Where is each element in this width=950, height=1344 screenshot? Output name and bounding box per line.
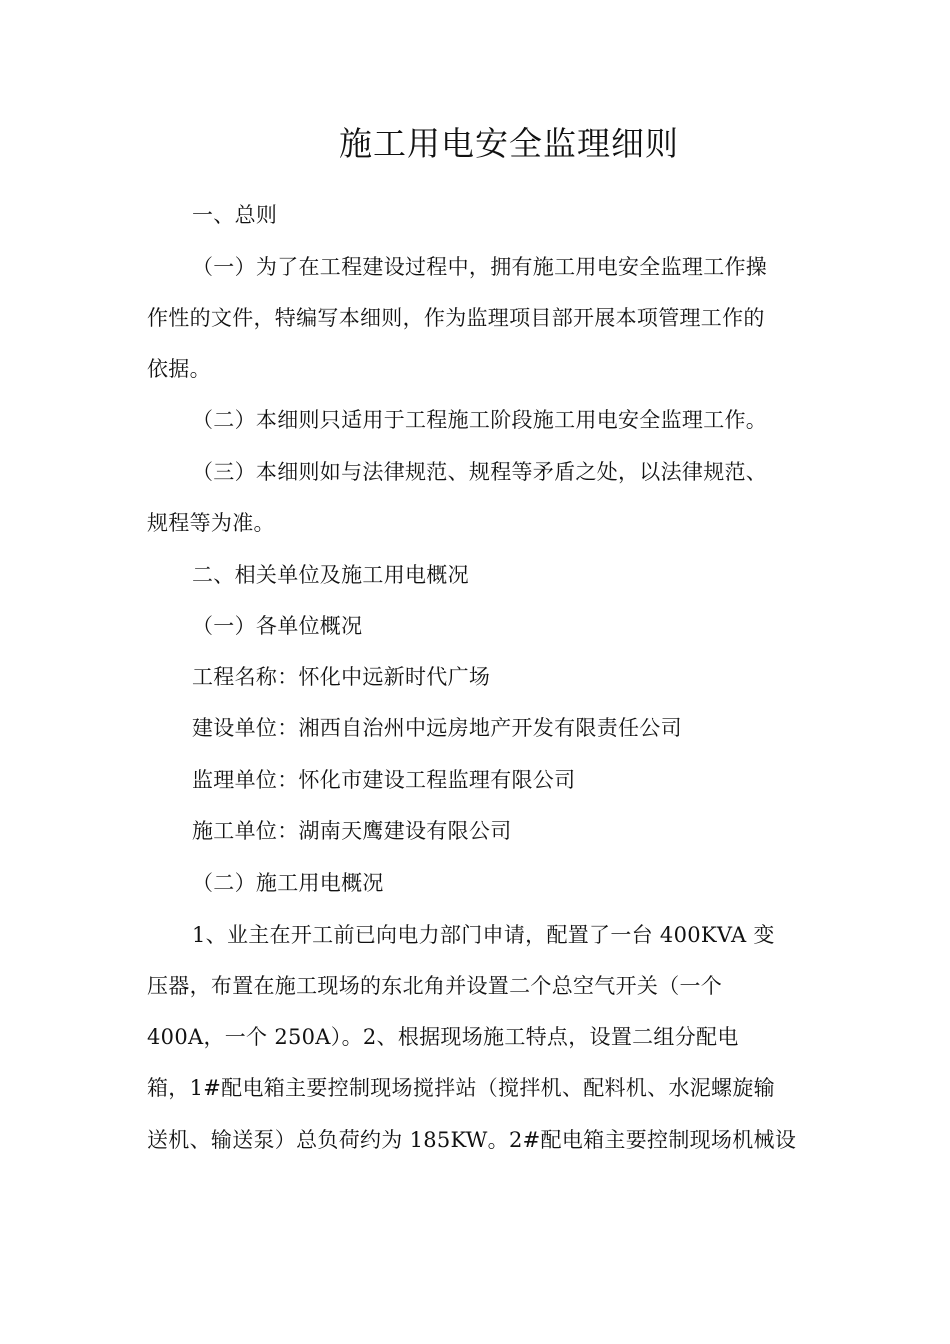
paragraph-line: 1、业主在开工前已向电力部门申请，配置了一台 400KVA 变	[192, 923, 775, 947]
paragraph-line: （一）为了在工程建设过程中，拥有施工用电安全监理工作操	[192, 255, 768, 279]
subsection-heading: （二）施工用电概况	[192, 871, 384, 895]
paragraph-line: 作性的文件，特编写本细则，作为监理项目部开展本项管理工作的	[147, 306, 765, 330]
paragraph-line: （二）本细则只适用于工程施工阶段施工用电安全监理工作。	[192, 408, 768, 432]
paragraph-line: 400A，一个 250A）。2、根据现场施工特点，设置二组分配电	[147, 1025, 739, 1049]
project-name-line: 工程名称：怀化中远新时代广场	[192, 665, 491, 689]
section-heading-general: 一、总则	[192, 203, 278, 227]
paragraph-line: 压器，布置在施工现场的东北角并设置二个总空气开关（一个	[147, 974, 723, 998]
paragraph-line: 箱，1#配电箱主要控制现场搅拌站（搅拌机、配料机、水泥螺旋输	[147, 1076, 775, 1100]
paragraph-line: 依据。	[147, 357, 211, 381]
paragraph-line: （三）本细则如与法律规范、规程等矛盾之处，以法律规范、	[192, 460, 768, 484]
paragraph-line: 送机、输送泵）总负荷约为 185KW。2#配电箱主要控制现场机械设	[147, 1128, 797, 1152]
section-heading-units: 二、相关单位及施工用电概况	[192, 563, 469, 587]
construction-unit-line: 施工单位：湖南天鹰建设有限公司	[192, 819, 512, 843]
subsection-heading: （一）各单位概况	[192, 614, 363, 638]
paragraph-line: 规程等为准。	[147, 511, 275, 535]
owner-unit-line: 建设单位：湘西自治州中远房地产开发有限责任公司	[192, 716, 682, 740]
supervision-unit-line: 监理单位：怀化市建设工程监理有限公司	[192, 768, 576, 792]
document-title: 施工用电安全监理细则	[339, 124, 679, 163]
